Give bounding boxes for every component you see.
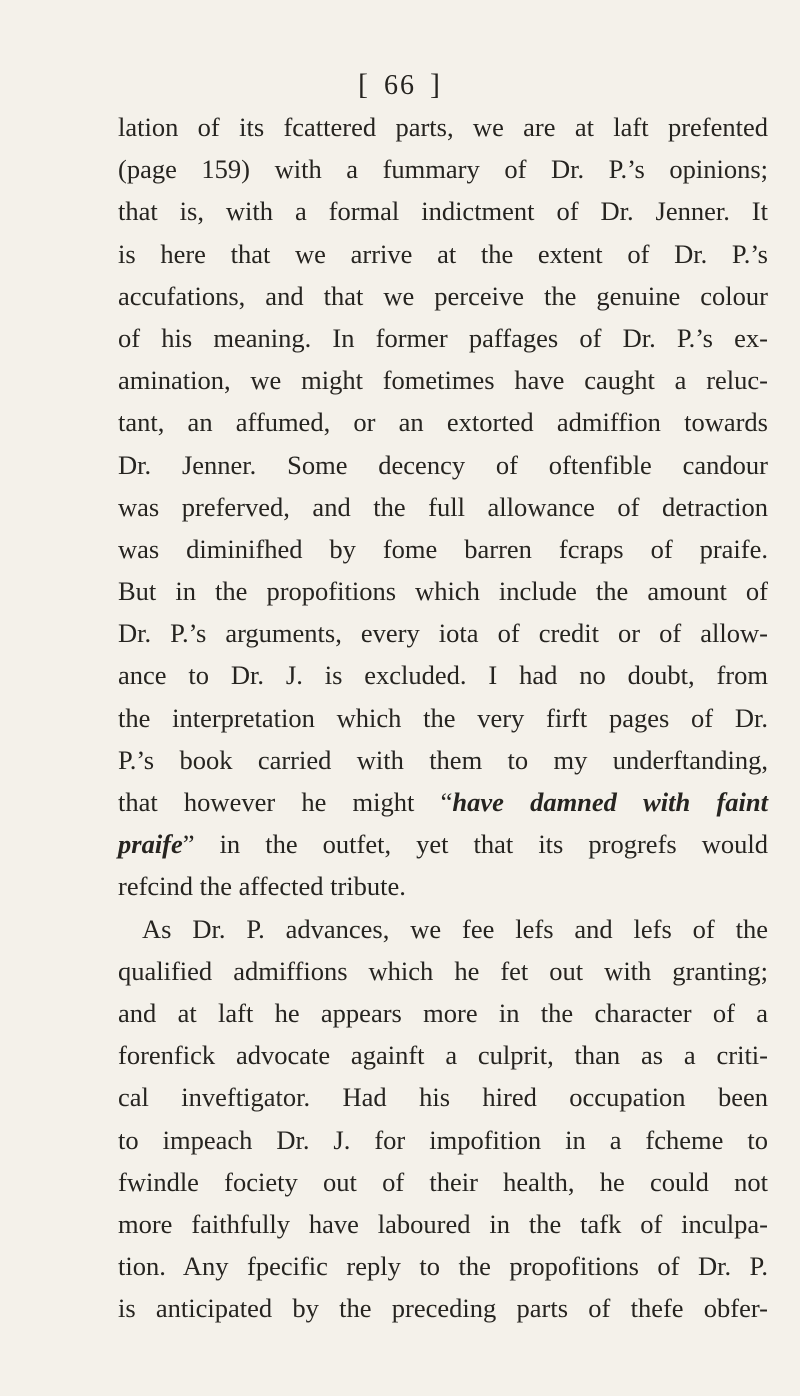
text-line: accufations, and that we perceive the genuine colour bbox=[118, 280, 768, 311]
text-line: ance to Dr. J. is excluded. I had no doubt, from bbox=[118, 660, 768, 691]
text-line bbox=[118, 781, 768, 823]
text-line: forenfick advocate againft a culprit, than as a criti- bbox=[118, 1040, 768, 1071]
text-line: Dr. P.’s arguments, every iota of credit or of allow- bbox=[118, 618, 768, 649]
italic-quotation: have damned with faint bbox=[452, 787, 768, 817]
text-fragment: that however he might “ bbox=[118, 787, 453, 817]
text-line: that is, with a formal indictment of Dr. Jenner. It bbox=[118, 196, 768, 227]
body-text bbox=[118, 106, 768, 1329]
text-line: qualified admiffions which he fet out with granting; bbox=[118, 955, 768, 986]
text-line: is here that we arrive at the extent of Dr. P.’s bbox=[118, 238, 768, 269]
text-line: P.’s book carried with them to my underftanding, bbox=[118, 744, 768, 775]
page-number-value: 66 bbox=[384, 70, 416, 101]
text-line: Dr. Jenner. Some decency of oftenfible candour bbox=[118, 449, 768, 480]
text-line: more faithfully have laboured in the tafk of inculpa- bbox=[118, 1208, 768, 1239]
text-line: (page 159) with a fummary of Dr. P.’s opinions; bbox=[118, 154, 768, 185]
text-line: was diminifhed by fome barren fcraps of praife. bbox=[118, 533, 768, 564]
text-line: tant, an affumed, or an extorted admiffion towards bbox=[118, 407, 768, 438]
text-line: amination, we might fometimes have caught a reluc- bbox=[118, 365, 768, 396]
text-fragment: ” in the outfet, yet that its progrefs would bbox=[182, 829, 768, 860]
text-line: and at laft he appears more in the character of a bbox=[118, 997, 768, 1028]
text-line: is anticipated by the preceding parts of thefe obfer- bbox=[118, 1293, 768, 1324]
page-number bbox=[0, 70, 800, 100]
text-line: tion. Any fpecific reply to the propofitions of Dr. P. bbox=[118, 1251, 768, 1282]
text-line: of his meaning. In former paffages of Dr. P.’s ex- bbox=[118, 322, 768, 353]
italic-quotation: praife bbox=[118, 829, 183, 860]
page-number-close-bracket: ] bbox=[430, 68, 442, 101]
text-line: the interpretation which the very firft pages of Dr. bbox=[118, 702, 768, 733]
text-line: cal inveftigator. Had his hired occupation been bbox=[118, 1082, 768, 1113]
page-number-open-bracket: [ bbox=[358, 68, 370, 101]
text-line: refcind the affected tribute. bbox=[118, 871, 406, 902]
text-line: lation of its fcattered parts, we are at laft prefented bbox=[118, 112, 768, 142]
text-line: to impeach Dr. J. for impofition in a fcheme to bbox=[118, 1124, 768, 1155]
text-line: But in the propofitions which include the amount of bbox=[118, 576, 768, 607]
text-line: fwindle fociety out of their health, he could not bbox=[118, 1166, 768, 1197]
text-line: As Dr. P. advances, we fee lefs and lefs of the bbox=[142, 913, 768, 944]
text-line bbox=[118, 823, 768, 865]
text-line: was preferved, and the full allowance of detraction bbox=[118, 491, 768, 522]
